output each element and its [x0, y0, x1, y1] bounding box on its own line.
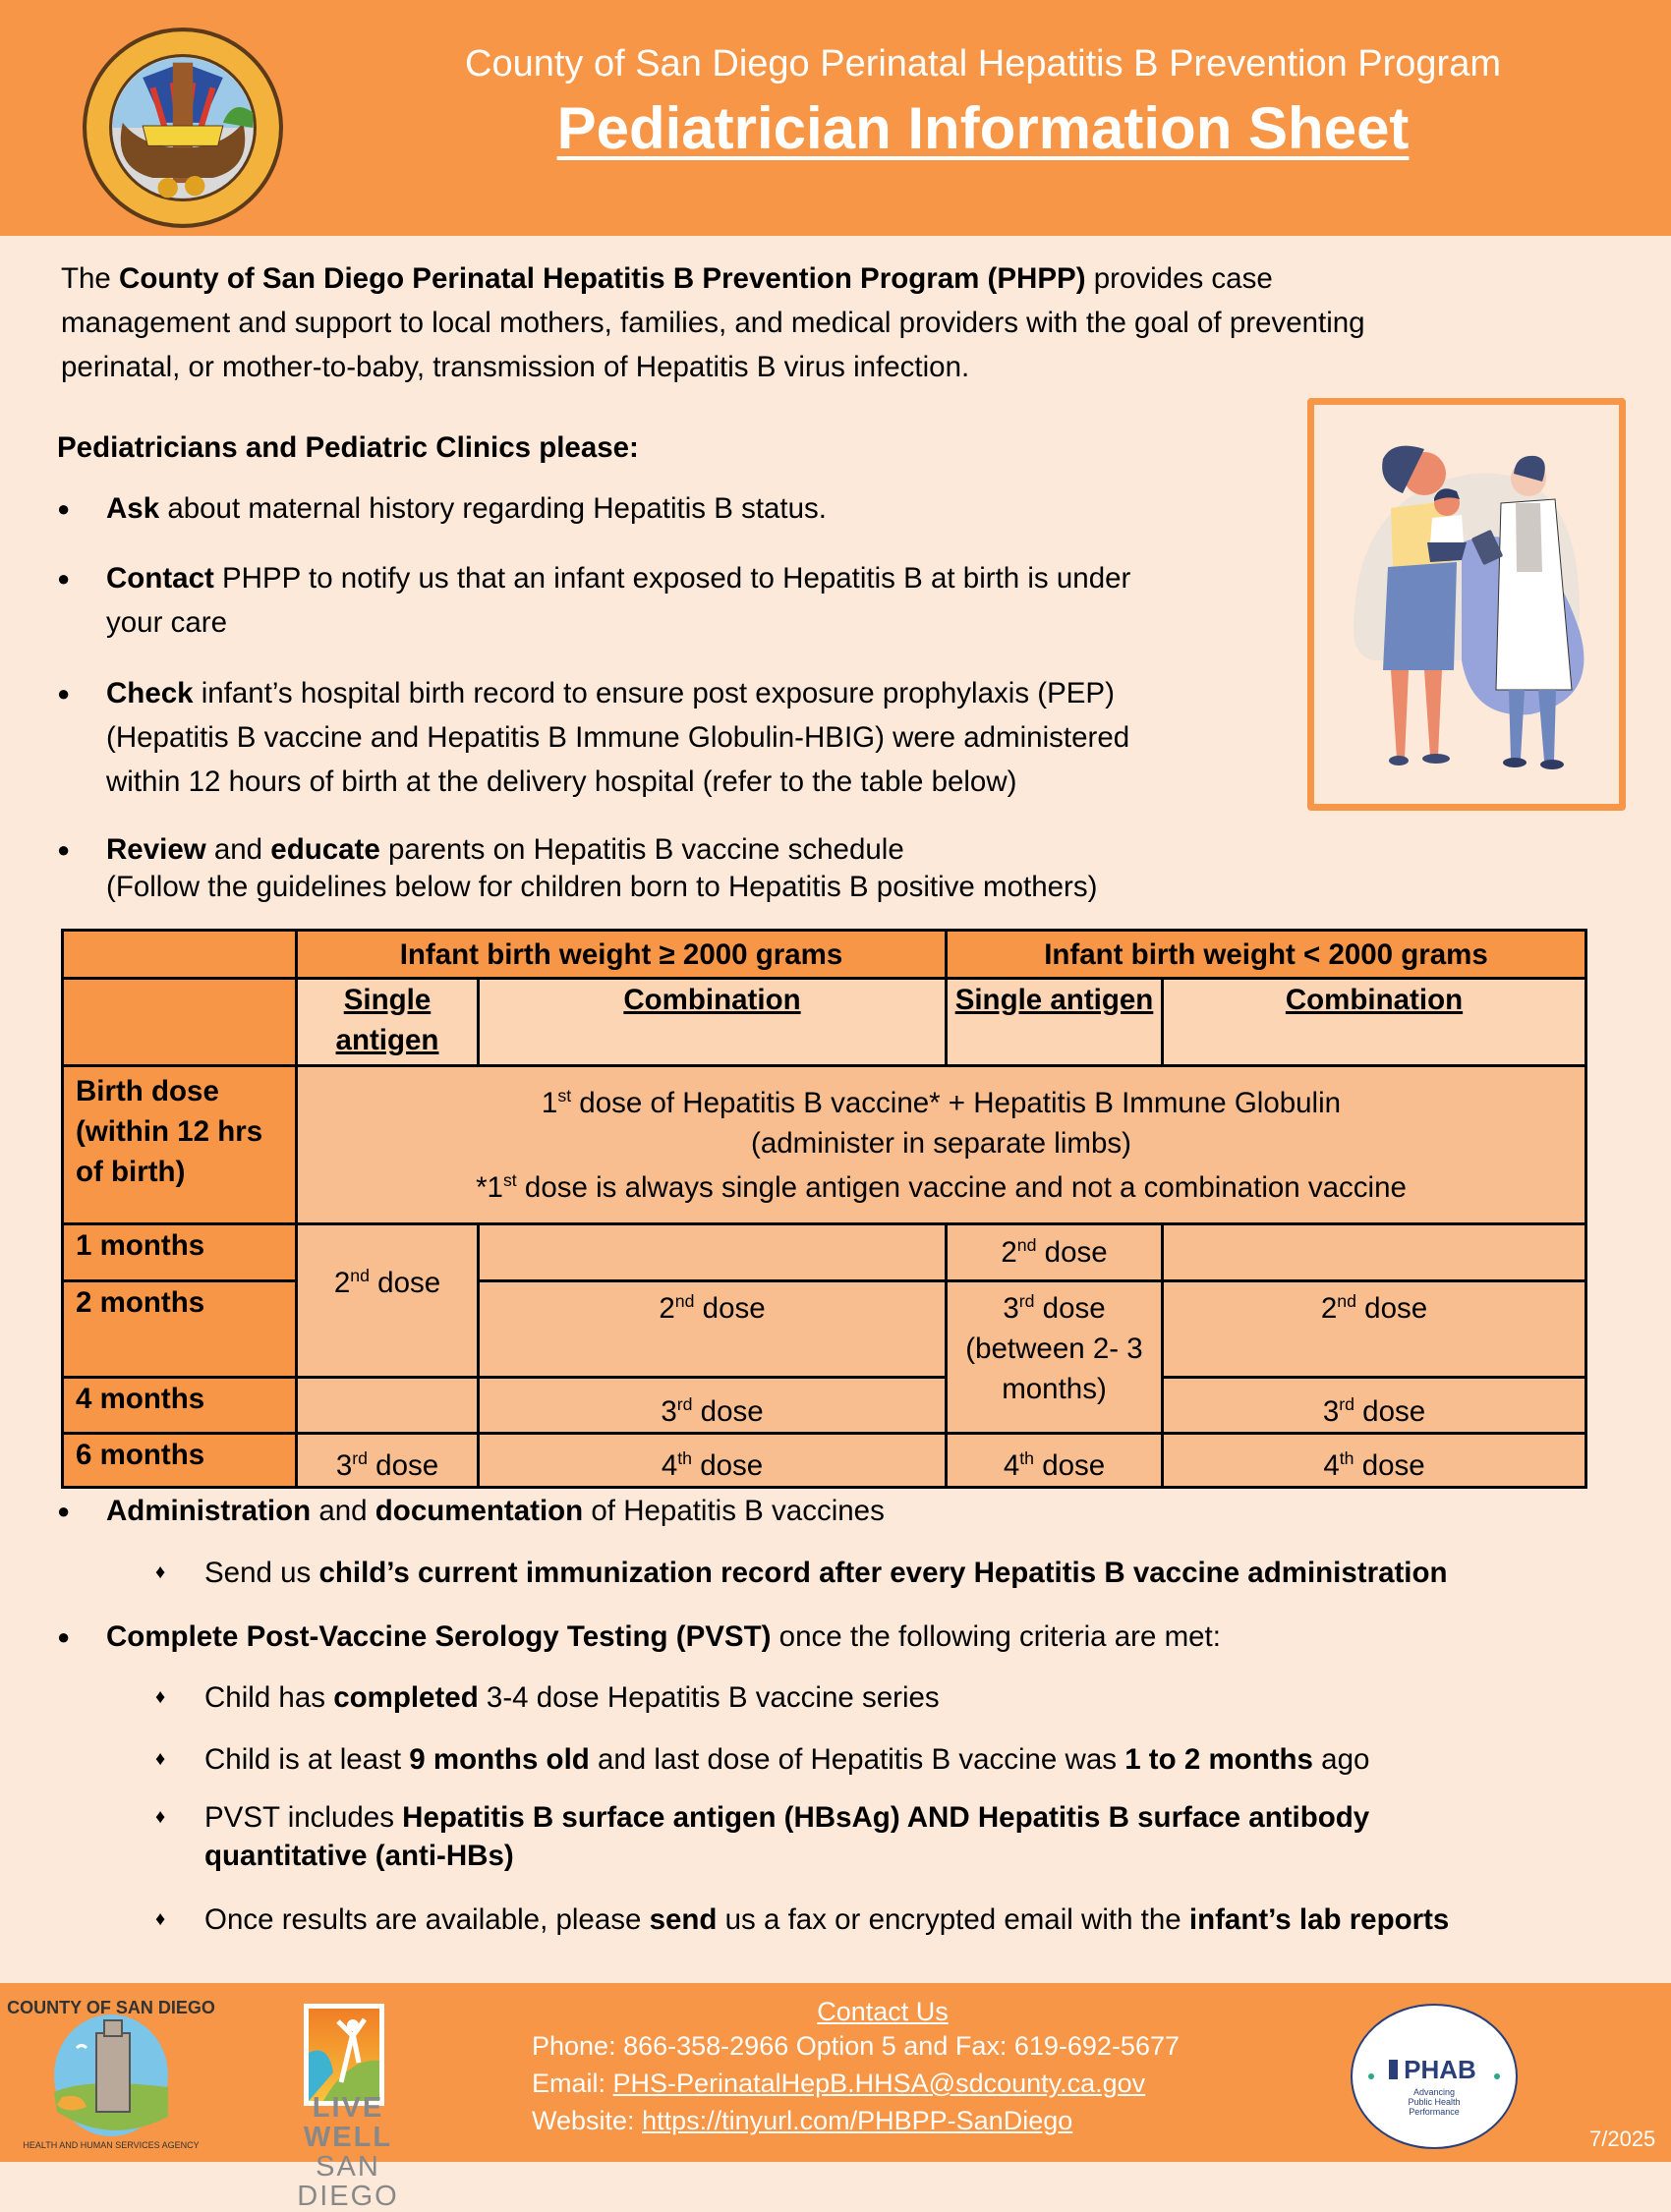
- ordinal-suffix: th: [1339, 1448, 1354, 1469]
- empty-cell: [1163, 1224, 1586, 1281]
- row-label-1-month: 1 months: [63, 1224, 297, 1281]
- header-single-antigen: Single antigen: [947, 979, 1163, 1066]
- bullet-contact: [0, 556, 1278, 645]
- county-seal-icon: [83, 28, 283, 228]
- diamond-bullet-icon: ♦: [155, 1561, 166, 1583]
- diamond-bullet-icon: ♦: [155, 1908, 166, 1930]
- revision-date: 7/2025: [1589, 2127, 1656, 2151]
- sub-bullet-text: Child has: [204, 1681, 334, 1714]
- dose-cell: [1163, 1434, 1586, 1488]
- empty-cell: [479, 1224, 947, 1281]
- illustration-frame: [1307, 398, 1626, 811]
- bullet-ask-bold: Ask: [106, 492, 160, 525]
- live-well-line-2: SAN DIEGO: [297, 2151, 399, 2212]
- bullet-check-text-3: within 12 hours of birth at the delivery hospital (refer to the table below): [106, 766, 1017, 798]
- dose-cell: [947, 1434, 1163, 1488]
- bullet-icon: ●: [57, 681, 71, 706]
- ordinal-suffix: th: [1019, 1448, 1034, 1469]
- bullet-review-text-3: (Follow the guidelines below for children born to Hepatitis B positive mothers): [106, 871, 1098, 903]
- dose-cell: [1163, 1281, 1586, 1378]
- dose-label: dose: [692, 1395, 764, 1428]
- intro-line-3: perinatal, or mother-to-baby, transmission of Hepatitis B virus infection.: [61, 351, 970, 383]
- header-banner: [0, 0, 1671, 236]
- website-label: Website:: [532, 2106, 643, 2135]
- mother-baby-doctor-illustration-icon: [1314, 405, 1619, 804]
- dose-label: dose: [1036, 1236, 1108, 1269]
- table-corner-cell: [63, 931, 297, 979]
- page-title-text: Pediatrician Information Sheet: [556, 95, 1410, 161]
- header-combination: Combination: [479, 979, 947, 1066]
- website-link[interactable]: https://tinyurl.com/PHBPP-SanDiego: [642, 2106, 1073, 2135]
- dose-label: dose: [1034, 1292, 1106, 1325]
- bullet-administration: [0, 1489, 1622, 1533]
- empty-cell: [297, 1378, 479, 1434]
- contact-phone: Phone: 866-358-2966 Option 5 and Fax: 619-692-5677: [532, 2031, 1180, 2061]
- live-well-logo-icon: [304, 2004, 384, 2106]
- bullet-review-bold: Review: [106, 833, 206, 866]
- ordinal-number: 4: [661, 1449, 678, 1482]
- sub-bullet-bold: infant’s lab reports: [1188, 1903, 1450, 1936]
- sub-bullet-pvst-includes: [0, 1798, 1661, 1875]
- bullet-contact-text-2: your care: [106, 606, 227, 639]
- table-row-4-months: [63, 1378, 1586, 1434]
- intro-line-2: management and support to local mothers, families, and medical providers with the goal of preventing: [61, 307, 1365, 339]
- ordinal-number: 2: [1320, 1292, 1338, 1325]
- bullet-check-text: infant’s hospital birth record to ensure post exposure prophylaxis (PEP): [193, 677, 1115, 709]
- table-subheader-row: [63, 979, 1586, 1066]
- bullet-admin-bold: Administration: [106, 1495, 312, 1527]
- dose-cell: [479, 1281, 947, 1378]
- bullet-admin-bold-2: documentation: [375, 1495, 584, 1527]
- table-row-2-months: [63, 1281, 1586, 1378]
- birth-dose-line-3: [304, 1167, 1579, 1208]
- bullet-check-bold: Check: [106, 677, 194, 709]
- bullet-check: [0, 671, 1297, 804]
- bullet-contact-text: PHPP to notify us that an infant exposed to Hepatitis B at birth is under: [213, 562, 1131, 595]
- table-header-row: [63, 931, 1586, 979]
- vaccine-schedule-table: [61, 929, 1585, 1486]
- dose-cell: [479, 1378, 947, 1434]
- table-row-1-month: [63, 1224, 1586, 1281]
- row-label-birth-dose: Birth dose (within 12 hrs of birth): [63, 1066, 297, 1224]
- dose-label: dose: [1354, 1395, 1426, 1428]
- hhsa-logo-text: COUNTY OF SAN DIEGO: [7, 1998, 215, 2017]
- sub-bullet-bold: quantitative (anti-HBs): [204, 1840, 514, 1872]
- dose-label: dose: [367, 1449, 439, 1482]
- hhsa-logo-subtext: HEALTH AND HUMAN SERVICES AGENCY: [23, 2140, 200, 2150]
- bullet-ask: [0, 486, 1278, 531]
- sub-bullet-text: Send us: [204, 1557, 319, 1589]
- ordinal-number: 4: [1003, 1449, 1020, 1482]
- page-title: [374, 94, 1592, 162]
- sub-bullet-text: Once results are available, please: [204, 1903, 650, 1936]
- row-label-4-months: 4 months: [63, 1378, 297, 1434]
- dose-cell: [947, 1224, 1163, 1281]
- phab-accreditation-badge-icon: [1350, 2003, 1519, 2150]
- table-row-6-months: [63, 1434, 1586, 1488]
- row-label-6-months: 6 months: [63, 1434, 297, 1488]
- contact-us-link[interactable]: [531, 1997, 1235, 2026]
- dose-cell: [1163, 1378, 1586, 1434]
- row-label-2-months: 2 months: [63, 1281, 297, 1378]
- birth-dose-line-2: (administer in separate limbs): [751, 1126, 1131, 1160]
- table-corner-cell-2: [63, 979, 297, 1066]
- phab-text: PHAB: [1404, 2055, 1476, 2084]
- phab-subtext: Public Health: [1408, 2097, 1461, 2107]
- ordinal-suffix: st: [557, 1085, 572, 1106]
- dose-cell: [947, 1281, 1163, 1434]
- bullet-review-bold-2: educate: [270, 833, 380, 866]
- sub-bullet-completed-series: [0, 1675, 1661, 1720]
- birth-dose-note: dose is always single antigen vaccine and not a combination vaccine: [516, 1170, 1407, 1204]
- ordinal-number: 3: [1322, 1395, 1340, 1428]
- sub-bullet-send-record: [0, 1551, 1661, 1595]
- sub-bullet-send-results: [0, 1898, 1671, 1942]
- ordinal-suffix: rd: [1018, 1291, 1035, 1312]
- dose-timing-note: (between 2- 3 months): [965, 1333, 1143, 1405]
- bullet-icon: ●: [57, 496, 71, 521]
- sub-bullet-text: us a fax or encrypted email with the: [717, 1903, 1189, 1936]
- bullet-review-text: and: [205, 833, 271, 866]
- bullet-contact-bold: Contact: [106, 562, 214, 595]
- birth-dose-cell: [297, 1066, 1586, 1224]
- intro-rest: provides case: [1085, 262, 1273, 295]
- sub-bullet-bold: completed: [333, 1681, 479, 1714]
- ordinal-number: 2: [659, 1292, 675, 1325]
- ordinal-suffix: st: [502, 1169, 517, 1190]
- sub-bullet-text: PVST includes: [204, 1801, 403, 1834]
- sub-bullet-text: Child is at least: [204, 1743, 410, 1776]
- ordinal-suffix: nd: [1016, 1235, 1037, 1256]
- ordinal-number: *1: [476, 1170, 503, 1204]
- ordinal-number: 4: [1323, 1449, 1340, 1482]
- bullet-admin-text: and: [311, 1495, 375, 1527]
- phab-subtext: Advancing: [1412, 2087, 1456, 2097]
- email-link[interactable]: PHS-PerinatalHepB.HHSA@sdcounty.ca.gov: [612, 2069, 1146, 2098]
- ordinal-number: 3: [1003, 1292, 1019, 1325]
- sub-bullet-bold: 1 to 2 months: [1124, 1743, 1313, 1776]
- birth-dose-text: dose of Hepatitis B vaccine* + Hepatitis B Immune Globulin: [571, 1086, 1342, 1119]
- sub-bullet-age-criteria: [0, 1737, 1661, 1782]
- email-label: Email:: [532, 2069, 613, 2098]
- intro-program-name: County of San Diego Perinatal Hepatitis B Prevention Program (PHPP): [119, 262, 1086, 295]
- bullet-admin-text-2: of Hepatitis B vaccines: [583, 1495, 885, 1527]
- program-title: County of San Diego Perinatal Hepatitis B Prevention Program: [465, 43, 1501, 85]
- ordinal-suffix: nd: [350, 1266, 370, 1286]
- diamond-bullet-icon: ♦: [155, 1806, 166, 1828]
- bullet-icon: ●: [57, 566, 71, 591]
- footer: [0, 1983, 1671, 2212]
- bullet-check-text-2: (Hepatitis B vaccine and Hepatitis B Immune Globulin-HBIG) were administered: [106, 721, 1130, 754]
- dose-label: dose: [1034, 1449, 1106, 1482]
- bullet-pvst: [0, 1615, 1622, 1659]
- diamond-bullet-icon: ♦: [155, 1686, 166, 1708]
- dose-label: dose: [694, 1292, 766, 1325]
- bullet-icon: ●: [57, 1624, 71, 1649]
- birth-dose-line-1: [304, 1083, 1579, 1123]
- ordinal-suffix: rd: [1339, 1394, 1354, 1415]
- ordinal-suffix: rd: [352, 1448, 368, 1469]
- contact-email-row: [532, 2066, 1145, 2101]
- header-weight-lt-2000: Infant birth weight < 2000 grams: [947, 931, 1586, 979]
- sub-bullet-text: ago: [1312, 1743, 1370, 1776]
- bullet-ask-text: about maternal history regarding Hepatitis B status.: [159, 492, 827, 525]
- dose-label: dose: [692, 1449, 764, 1482]
- sub-bullet-bold: child’s current immunization record after every Hepatitis B vaccine administration: [318, 1557, 1448, 1589]
- dose-cell: [297, 1434, 479, 1488]
- live-well-text: [264, 2093, 432, 2211]
- header-weight-ge-2000: Infant birth weight ≥ 2000 grams: [297, 931, 947, 979]
- bullet-review-text-2: parents on Hepatitis B vaccine schedule: [379, 833, 904, 866]
- header-single-antigen: Single antigen: [297, 979, 479, 1066]
- dose-label: dose: [1355, 1292, 1428, 1325]
- bullet-pvst-text: once the following criteria are met:: [771, 1620, 1221, 1653]
- dose-label: dose: [369, 1267, 441, 1299]
- dose-label: dose: [1354, 1449, 1425, 1482]
- ordinal-suffix: nd: [674, 1291, 695, 1312]
- contact-website-row: [532, 2103, 1072, 2138]
- ordinal-number: 3: [661, 1395, 677, 1428]
- intro-line-1: [61, 256, 1273, 301]
- bullet-pvst-bold: Complete Post-Vaccine Serology Testing (PVST): [106, 1620, 772, 1653]
- table-row-birth-dose: [63, 1066, 1586, 1224]
- sub-bullet-bold: 9 months old: [409, 1743, 590, 1776]
- ordinal-suffix: rd: [676, 1394, 693, 1415]
- ordinal-number: 1: [541, 1086, 558, 1119]
- bullet-icon: ●: [57, 837, 71, 862]
- ordinal-suffix: nd: [1337, 1291, 1356, 1312]
- live-well-line-1: LIVE WELL: [303, 2092, 393, 2153]
- ordinal-number: 2: [333, 1267, 351, 1299]
- ordinal-number: 2: [1001, 1236, 1017, 1269]
- header-combination: Combination: [1163, 979, 1586, 1066]
- sub-bullet-text: 3-4 dose Hepatitis B vaccine series: [478, 1681, 940, 1714]
- bullet-review: [0, 831, 1376, 906]
- intro-prefix: The: [61, 262, 120, 295]
- dose-cell: [297, 1224, 479, 1378]
- dose-cell: [479, 1434, 947, 1488]
- hhsa-logo-icon: [7, 1998, 215, 2151]
- sub-bullet-bold: send: [649, 1903, 718, 1936]
- ordinal-number: 3: [335, 1449, 353, 1482]
- sub-bullet-bold: Hepatitis B surface antigen (HBsAg) AND Hepatitis B surface antibody: [402, 1801, 1370, 1834]
- instructions-heading: Pediatricians and Pediatric Clinics please:: [57, 431, 639, 464]
- bullet-icon: ●: [57, 1499, 71, 1523]
- phab-subtext: Performance: [1409, 2107, 1460, 2117]
- ordinal-suffix: th: [677, 1448, 692, 1469]
- diamond-bullet-icon: ♦: [155, 1748, 166, 1770]
- contact-us-heading[interactable]: Contact Us: [817, 1997, 949, 2026]
- sub-bullet-text: and last dose of Hepatitis B vaccine was: [589, 1743, 1125, 1776]
